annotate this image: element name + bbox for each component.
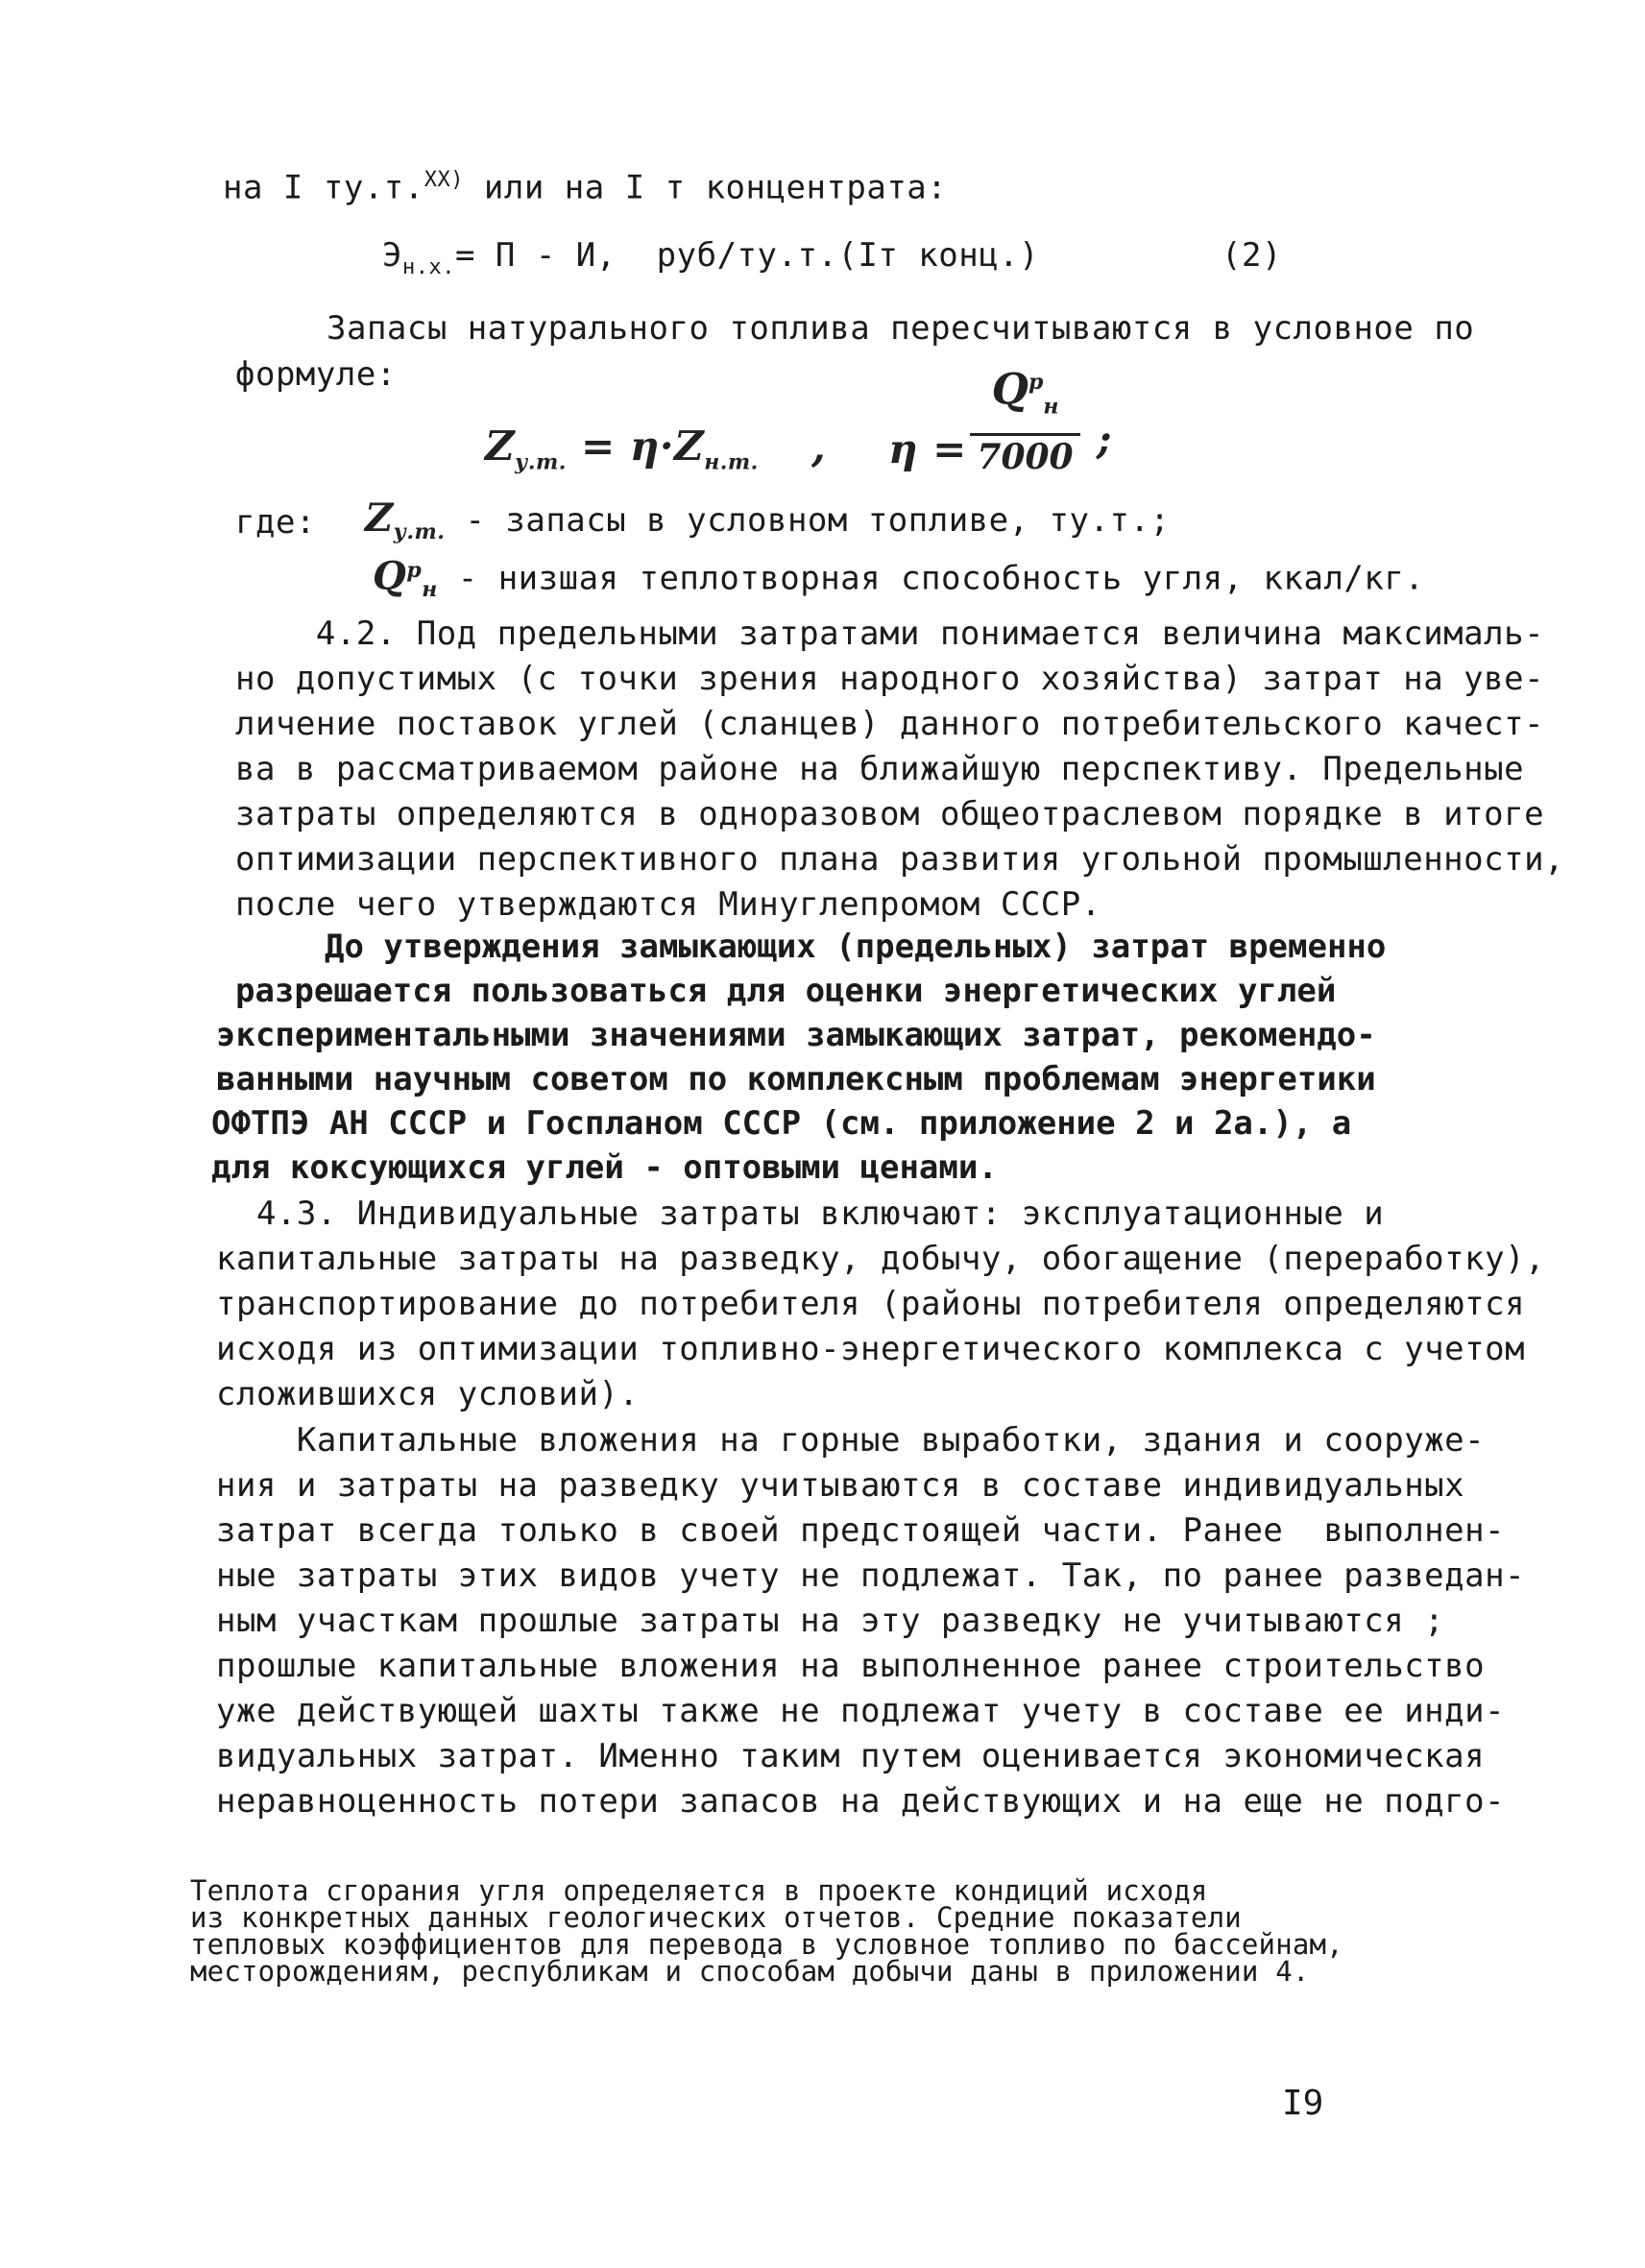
eta-times-z: = η·Z bbox=[566, 422, 705, 470]
conversion-line-1: Запасы натурального топлива пересчитываются в условное по bbox=[327, 309, 1475, 348]
footnote-line: тепловых коэффициентов для перевода в условное топливо по бассейнам, bbox=[190, 1928, 1343, 1961]
formula-2-right: = П - И, руб/ту.т.(Iт конц.) bbox=[454, 236, 1040, 275]
insert-line: для коксующихся углей - оптовыми ценами. bbox=[211, 1148, 998, 1187]
para-4-2-line: ва в рассматриваемом районе на ближайшую перспективу. Предельные bbox=[235, 750, 1525, 788]
para-4-3-line: 4.3. Индивидуальные затраты включают: эксплуатационные и bbox=[216, 1194, 1385, 1233]
capital-line: уже действующей шахты также не подлежат учету в составе ее инди- bbox=[216, 1692, 1506, 1730]
para-4-3-line: капитальные затраты на разведку, добычу, обогащение (переработку), bbox=[216, 1240, 1546, 1278]
formula-2 bbox=[382, 236, 1039, 287]
para-4-2-line: после чего утверждаются Минуглепромом СССР. bbox=[235, 885, 1101, 924]
intro-text-part1: на I ту.т. bbox=[223, 168, 424, 207]
insert-line: разрешается пользоваться для оценки энергетических углей bbox=[235, 972, 1337, 1010]
insert-line: До утверждения замыкающих (предельных) затрат временно bbox=[325, 928, 1387, 966]
footnote-line: месторождениям, республикам и способам добычи даны в приложении 4. bbox=[190, 1955, 1310, 1988]
handwritten-formula bbox=[485, 422, 759, 486]
fraction-numerator bbox=[970, 357, 1080, 431]
eta-equals: η = bbox=[888, 425, 967, 472]
intro-line bbox=[223, 161, 947, 206]
para-4-2-line: 4.2. Под предельными затратами понимается величина максималь- bbox=[235, 615, 1545, 653]
capital-line: Капитальные вложения на горные выработки, здания и сооруже- bbox=[216, 1421, 1486, 1460]
intro-text-part2: или на I т концентрата: bbox=[463, 168, 948, 207]
para-4-2-line: оптимизации перспективного плана развития угольной промышленности, bbox=[235, 840, 1565, 879]
where-item-1-text: - запасы в условном топливе, ту.т.; bbox=[445, 501, 1171, 540]
formula-2-number: (2) bbox=[1222, 236, 1282, 275]
where-q-symbol: Q bbox=[373, 553, 407, 599]
q-symbol: Q bbox=[991, 365, 1028, 415]
formula-2-subscript: н.х. bbox=[401, 254, 455, 279]
conversion-line-2: формуле: bbox=[235, 355, 397, 394]
capital-line: неравноценность потери запасов на действующих и на еще не подго- bbox=[216, 1782, 1506, 1821]
insert-line: ванными научным советом по комплексным проблемам энергетики bbox=[216, 1060, 1376, 1098]
z-ut-subscript: у.т. bbox=[515, 449, 567, 475]
fraction-denominator: 7000 bbox=[977, 437, 1074, 478]
capital-line: прошлые капитальные вложения на выполненное ранее строительство bbox=[216, 1647, 1486, 1685]
para-4-3-line: сложившихся условий). bbox=[216, 1375, 640, 1413]
capital-line: затрат всегда только в своей предстоящей части. Ранее выполнен- bbox=[216, 1511, 1506, 1550]
q-subscript: н bbox=[1043, 394, 1059, 420]
para-4-2-line: но допустимых (с точки зрения народного хозяйства) затрат на уве- bbox=[235, 660, 1545, 698]
capital-line: ния и затраты на разведку учитываются в составе индивидуальных bbox=[216, 1466, 1465, 1505]
where-z-subscript: у.т. bbox=[393, 519, 446, 544]
formula-comma: , bbox=[811, 423, 827, 470]
eta-fraction bbox=[970, 357, 1080, 476]
footnote-line: Теплота сгорания угля определяется в проекте кондиций исходя bbox=[190, 1874, 1208, 1907]
formula-semicolon: ; bbox=[1097, 416, 1113, 463]
para-4-2-line: затраты определяются в одноразовом общеотраслевом порядке в итоге bbox=[235, 795, 1545, 833]
where-label: где: bbox=[235, 503, 316, 542]
where-q-subscript: н bbox=[422, 577, 438, 603]
footnote-marker: XX) bbox=[423, 168, 464, 192]
insert-line: экспериментальными значениями замыкающих затрат, рекомендо- bbox=[216, 1016, 1376, 1054]
formula-2-left: Э bbox=[382, 236, 402, 275]
where-item-1 bbox=[365, 495, 1171, 551]
capital-line: ные затраты этих видов учету не подлежат. Так, по ранее разведан- bbox=[216, 1556, 1526, 1595]
capital-line: видуальных затрат. Именно таким путем оценивается экономическая bbox=[216, 1737, 1486, 1775]
insert-line: ОФТПЭ АН СССР и Госпланом СССР (см. приложение 2 и 2а.), а bbox=[211, 1104, 1352, 1143]
capital-line: ным участкам прошлые затраты на эту разведку не учитываются ; bbox=[216, 1602, 1445, 1640]
where-z-symbol: Z bbox=[365, 495, 394, 541]
para-4-2-line: личение поставок углей (сланцев) данного потребительского качест- bbox=[235, 705, 1545, 743]
q-superscript: р bbox=[1028, 370, 1044, 395]
para-4-3-line: исходя из оптимизации топливно-энергетического комплекса с учетом bbox=[216, 1330, 1526, 1368]
where-item-2 bbox=[373, 551, 1424, 609]
footnote-line: из конкретных данных геологических отчетов. Средние показатели bbox=[190, 1901, 1242, 1934]
z-nt-subscript: н.т. bbox=[704, 449, 759, 475]
where-item-2-text: - низшая теплотворная способность угля, ккал/кг. bbox=[437, 559, 1425, 598]
page-number: I9 bbox=[1282, 2084, 1324, 2123]
para-4-3-line: транспортирование до потребителя (районы потребителя определяются bbox=[216, 1285, 1526, 1323]
where-q-superscript: р bbox=[406, 558, 423, 583]
fraction-bar bbox=[970, 433, 1080, 436]
z-ut-symbol: Z bbox=[485, 422, 516, 470]
